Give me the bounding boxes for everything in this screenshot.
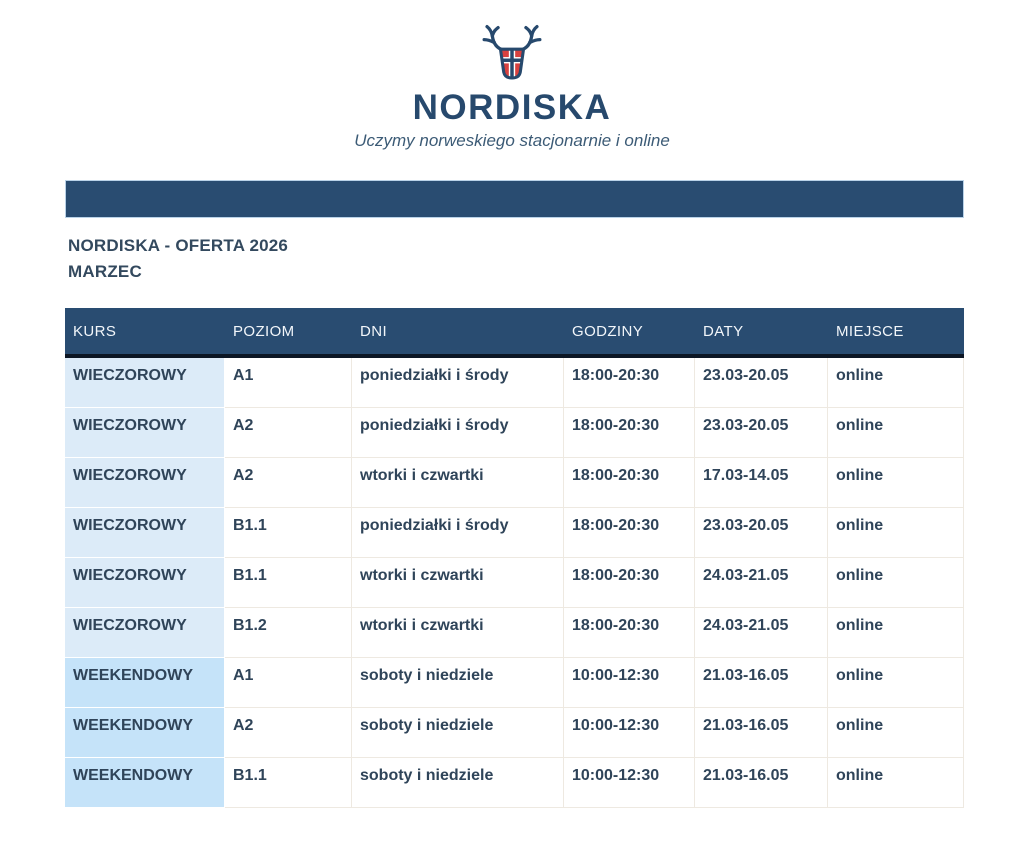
cell-godziny: 18:00-20:30 xyxy=(564,508,695,558)
table-body xyxy=(65,358,964,808)
cell-daty: 21.03-16.05 xyxy=(695,658,828,708)
cell-godziny: 18:00-20:30 xyxy=(564,408,695,458)
table-header-row xyxy=(65,308,964,358)
cell-dni: soboty i niedziele xyxy=(352,708,564,758)
cell-poziom: A1 xyxy=(225,658,352,708)
cell-kurs: WIECZOROWY xyxy=(65,608,225,658)
cell-miejsce: online xyxy=(828,458,964,508)
cell-daty: 17.03-14.05 xyxy=(695,458,828,508)
cell-dni: poniedziałki i środy xyxy=(352,408,564,458)
cell-daty: 24.03-21.05 xyxy=(695,608,828,658)
cell-miejsce: online xyxy=(828,658,964,708)
cell-daty: 21.03-16.05 xyxy=(695,758,828,808)
cell-kurs: WEEKENDOWY xyxy=(65,758,225,808)
cell-poziom: B1.1 xyxy=(225,758,352,808)
cell-kurs: WEEKENDOWY xyxy=(65,658,225,708)
cell-miejsce: online xyxy=(828,708,964,758)
cell-dni: wtorki i czwartki xyxy=(352,558,564,608)
cell-daty: 23.03-20.05 xyxy=(695,508,828,558)
cell-dni: wtorki i czwartki xyxy=(352,458,564,508)
table-row xyxy=(65,408,964,458)
cell-miejsce: online xyxy=(828,558,964,608)
cell-kurs: WIECZOROWY xyxy=(65,358,225,408)
column-header-kurs: KURS xyxy=(73,322,117,340)
table-row xyxy=(65,358,964,408)
doc-title xyxy=(65,233,964,285)
cell-dni: poniedziałki i środy xyxy=(352,358,564,408)
cell-kurs: WEEKENDOWY xyxy=(65,708,225,758)
table-row xyxy=(65,608,964,658)
cell-dni: wtorki i czwartki xyxy=(352,608,564,658)
cell-poziom: B1.1 xyxy=(225,558,352,608)
cell-poziom: A2 xyxy=(225,708,352,758)
table-row xyxy=(65,458,964,508)
cell-godziny: 18:00-20:30 xyxy=(564,358,695,408)
cell-daty: 21.03-16.05 xyxy=(695,708,828,758)
cell-kurs: WIECZOROWY xyxy=(65,458,225,508)
cell-daty: 23.03-20.05 xyxy=(695,358,828,408)
cell-dni: soboty i niedziele xyxy=(352,658,564,708)
cell-daty: 24.03-21.05 xyxy=(695,558,828,608)
cell-miejsce: online xyxy=(828,758,964,808)
cell-miejsce: online xyxy=(828,358,964,408)
cell-poziom: A2 xyxy=(225,408,352,458)
cell-godziny: 18:00-20:30 xyxy=(564,558,695,608)
moose-head-norwegian-flag-icon xyxy=(464,24,560,84)
cell-poziom: A1 xyxy=(225,358,352,408)
cell-miejsce: online xyxy=(828,508,964,558)
cell-poziom: B1.1 xyxy=(225,508,352,558)
cell-godziny: 10:00-12:30 xyxy=(564,758,695,808)
cell-kurs: WIECZOROWY xyxy=(65,408,225,458)
cell-miejsce: online xyxy=(828,608,964,658)
cell-daty: 23.03-20.05 xyxy=(695,408,828,458)
cell-godziny: 10:00-12:30 xyxy=(564,658,695,708)
column-header-miejsce: MIEJSCE xyxy=(836,322,904,340)
table-row xyxy=(65,708,964,758)
cell-poziom: A2 xyxy=(225,458,352,508)
column-header-godziny: GODZINY xyxy=(572,322,644,340)
offer-document xyxy=(65,180,964,808)
divider-bar xyxy=(65,180,964,218)
table-row xyxy=(65,658,964,708)
table-row xyxy=(65,758,964,808)
schedule-table xyxy=(65,308,964,808)
cell-godziny: 10:00-12:30 xyxy=(564,708,695,758)
column-header-poziom: POZIOM xyxy=(233,322,295,340)
brand-header xyxy=(0,0,1024,151)
cell-poziom: B1.2 xyxy=(225,608,352,658)
cell-dni: soboty i niedziele xyxy=(352,758,564,808)
cell-godziny: 18:00-20:30 xyxy=(564,458,695,508)
cell-kurs: WIECZOROWY xyxy=(65,508,225,558)
offer-title: NORDISKA - OFERTA 2026 xyxy=(68,236,289,255)
column-header-daty: DATY xyxy=(703,322,744,340)
cell-dni: poniedziałki i środy xyxy=(352,508,564,558)
table-row xyxy=(65,508,964,558)
brand-tagline: Uczymy norweskiego stacjonarnie i online xyxy=(354,131,670,150)
cell-kurs: WIECZOROWY xyxy=(65,558,225,608)
cell-miejsce: online xyxy=(828,408,964,458)
cell-godziny: 18:00-20:30 xyxy=(564,608,695,658)
brand-name: NORDISKA xyxy=(412,88,612,127)
table-row xyxy=(65,558,964,608)
column-header-dni: DNI xyxy=(360,322,388,340)
offer-month: MARZEC xyxy=(68,262,142,281)
